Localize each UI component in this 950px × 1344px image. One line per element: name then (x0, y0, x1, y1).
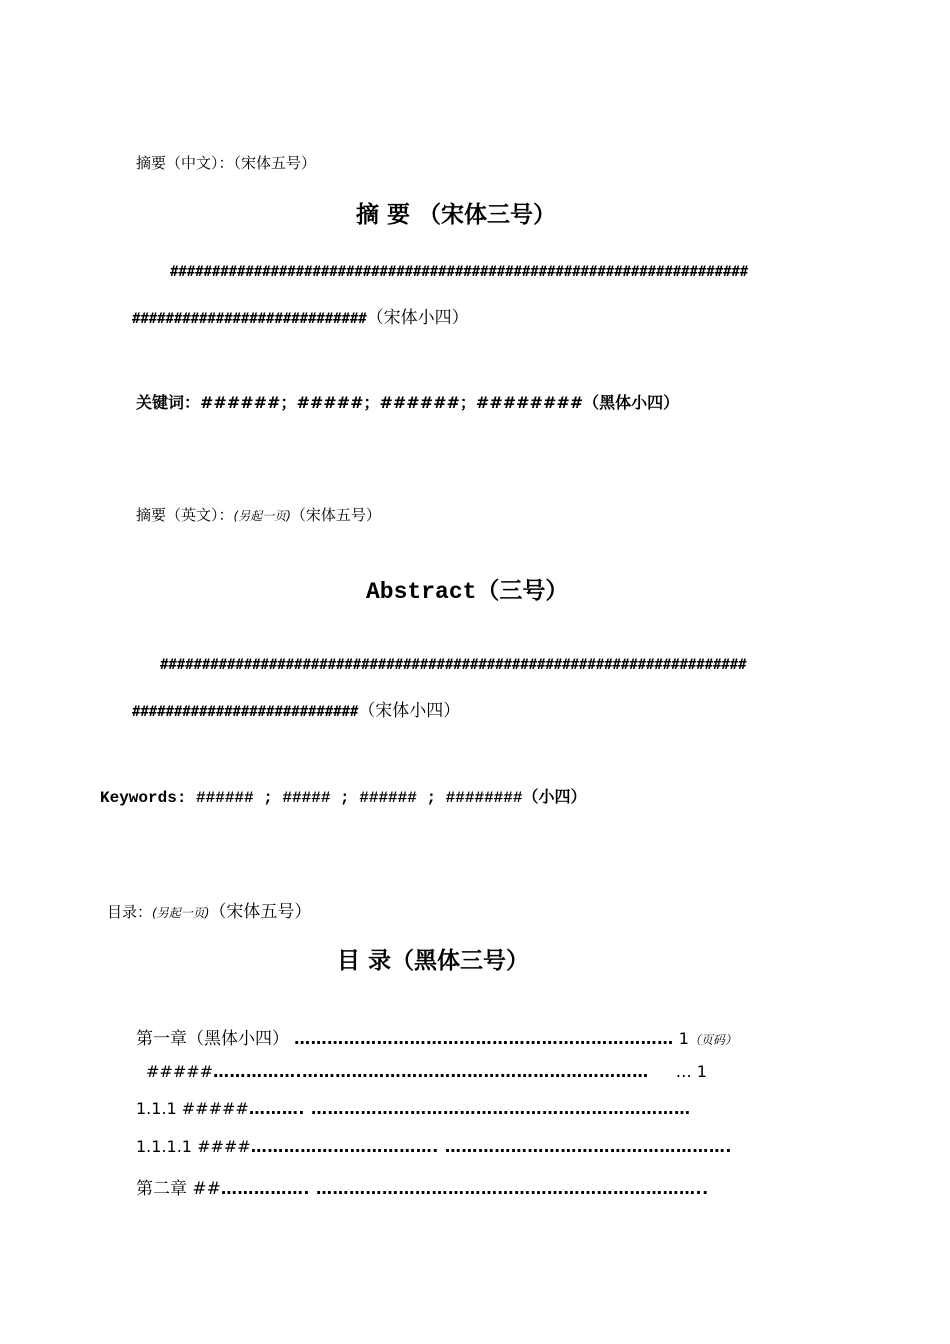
zh-abstract-section-label: 摘要（中文）：（宋体五号） (136, 154, 317, 172)
toc-entry-label: 第一章（黑体小四） (136, 1029, 289, 1049)
zh-abstract-font-note: （宋体小四） (366, 308, 469, 328)
toc-entry-leader: ……………. …………………………………………………………….. (220, 1179, 709, 1198)
toc-entry-page: 1 (678, 1029, 689, 1048)
zh-abstract-title: 摘 要 （宋体三号） (356, 202, 557, 228)
toc-entry-chapter-2[interactable] (136, 1174, 709, 1199)
en-abstract-title-note: （三号） (476, 578, 569, 604)
en-abstract-font-note: （宋体小四） (358, 701, 461, 721)
toc-section-label (107, 897, 311, 922)
toc-entry-leader: …………………………………………………………… (294, 1029, 674, 1048)
toc-entry-subsection[interactable] (136, 1099, 690, 1118)
toc-label-tail: （宋体五号） (209, 902, 312, 922)
zh-keywords: 关键词：######；#####；######；########（黑体小四） (136, 393, 680, 412)
toc-entry-chapter-1[interactable] (136, 1024, 737, 1049)
en-abstract-hash-line-1: ###################################################################### (160, 657, 747, 673)
toc-title: 目 录（黑体三号） (337, 948, 530, 974)
zh-abstract-hash-text-2: ############################ (132, 311, 367, 327)
toc-entry-section[interactable] (146, 1062, 707, 1081)
en-abstract-section-label (136, 504, 381, 525)
en-abstract-label-text: 摘要（英文）： (136, 506, 234, 524)
zh-abstract-hash-line-2 (132, 303, 469, 328)
toc-new-page-note: (另起一页) (152, 906, 210, 920)
en-abstract-title-word: Abstract (366, 579, 477, 605)
en-abstract-hash-line-2 (132, 696, 460, 721)
en-abstract-new-page-note: (另起一页) (233, 509, 291, 523)
toc-entry-leader: …………….……………………………………………………… (213, 1062, 649, 1081)
toc-label-text: 目录： (107, 903, 153, 921)
zh-abstract-hash-line-1: ##################################################################### (170, 264, 749, 280)
toc-entry-subsubsection[interactable] (136, 1137, 732, 1156)
toc-entry-page: … 1 (675, 1062, 707, 1081)
toc-entry-leader: ………. …………………………………………………………… (248, 1099, 691, 1118)
en-abstract-title (366, 572, 568, 605)
toc-entry-leader: ……………………………. ……………………………………………. (250, 1137, 732, 1156)
toc-entry-label: 1.1.1 ##### (136, 1099, 249, 1118)
en-abstract-hash-text-2: ########################### (132, 704, 359, 720)
toc-entry-label: 1.1.1.1 #### (136, 1137, 251, 1156)
en-abstract-label-tail: （宋体五号） (290, 506, 381, 524)
toc-entry-label: 第二章 ## (136, 1179, 221, 1199)
toc-entry-label: ##### (146, 1062, 214, 1081)
toc-entry-page-note: （页码） (688, 1033, 737, 1047)
en-keywords: Keywords: ###### ; ##### ; ###### ; ########（小四） (100, 789, 587, 807)
